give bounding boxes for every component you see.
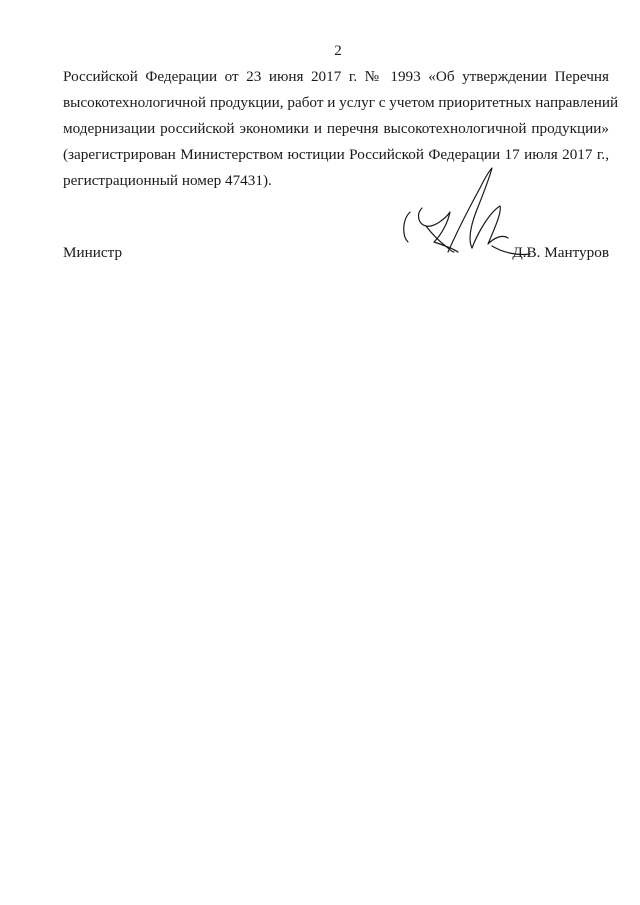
paragraph-line: (зарегистрирован Министерством юстиции Российской Федерации 17 июля 2017 г., [63,146,609,163]
signatory-position: Министр [63,244,123,261]
signature-block [63,240,609,266]
paragraph-line: регистрационный номер 47431). [63,172,272,189]
signatory-name: Д.В. Мантуров [512,244,609,261]
paragraph-line: модернизации российской экономики и перечня высокотехнологичной продукции» [63,120,609,137]
page-number: 2 [334,43,342,59]
paragraph-line: Российской Федерации от 23 июня 2017 г. № 1993 «Об утверждении Перечня [63,68,609,85]
paragraph-line: высокотехнологичной продукции, работ и услуг с учетом приоритетных направлений [63,94,619,111]
